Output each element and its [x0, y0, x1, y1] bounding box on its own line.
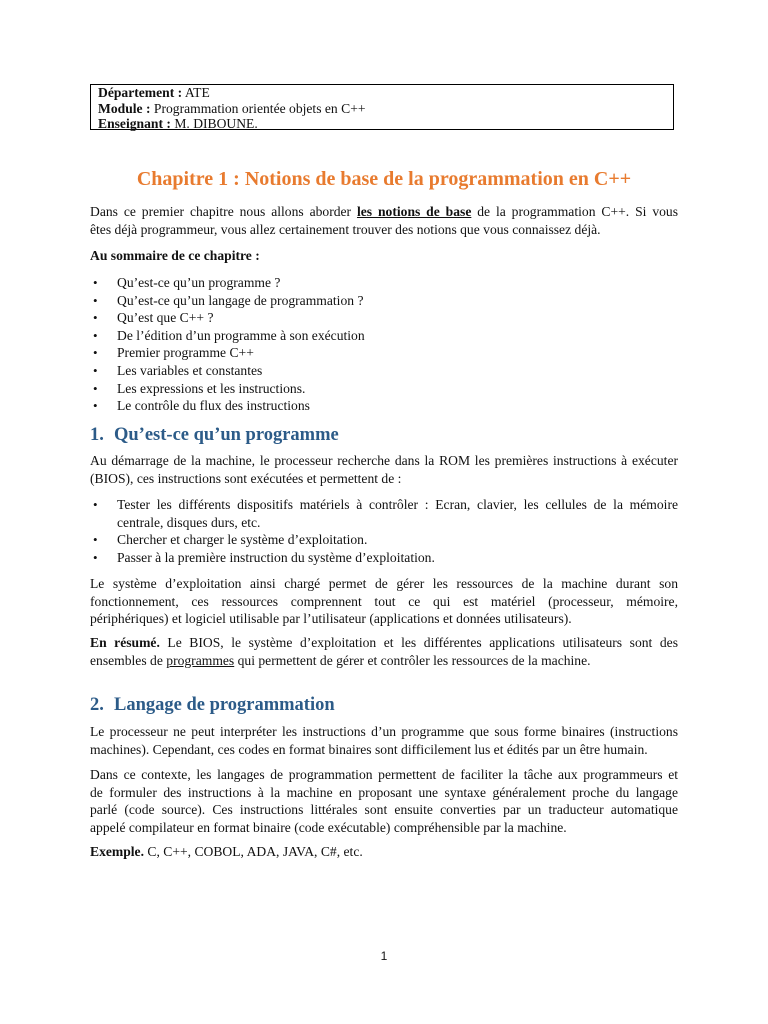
list-item: • Qu’est que C++ ?: [90, 309, 678, 327]
page-number: 1: [380, 949, 388, 963]
summary-label: Au sommaire de ce chapitre :: [90, 248, 260, 263]
list-item: [90, 496, 678, 531]
section-2-number: 2.: [90, 695, 104, 715]
s2p2-line-2: de formuler des instructions à la machine en proposant une syntaxe généralement proche du langage: [90, 784, 678, 800]
section-1-paragraph-2: [90, 575, 678, 628]
summary-line-2: [90, 652, 678, 670]
example-text: C, C++, COBOL, ADA, JAVA, C#, etc.: [144, 844, 363, 859]
section-2-heading: [90, 694, 335, 716]
list-item: • Premier programme C++: [90, 344, 678, 362]
intro-emphasis: les notions de base: [356, 204, 472, 219]
intro-line-1: [90, 203, 678, 221]
summary-emphasis: programmes: [166, 652, 235, 668]
s1p2-line-3: périphériques) et logiciel utilisable par l’utilisateur (applications et données utilisateurs).: [90, 611, 572, 627]
section-2-paragraph-2: [90, 766, 678, 836]
department-row: [98, 85, 673, 101]
s1p2-line-1: Le système d’exploitation ainsi chargé permet de gérer les ressources de la machine durant son: [90, 576, 678, 591]
s1p1-line-2: (BIOS), ces instructions sont exécutées et permettent de :: [90, 470, 402, 486]
section-2-title: Langage de programmation: [114, 695, 335, 715]
summary-text-start: ensembles de: [90, 652, 167, 668]
intro-text-start: Dans ce premier chapitre nous allons aborder: [90, 204, 357, 219]
list-item: • Qu’est-ce qu’un programme ?: [90, 274, 678, 292]
s2p1-line-2: machines). Cependant, ces codes en format binaires sont difficilement lus et édités par un être humain.: [90, 741, 648, 757]
section-1-bullets: [90, 496, 678, 566]
section-1-bullets-container: [90, 496, 678, 566]
list-item: • Les variables et constantes: [90, 362, 678, 380]
list-item: • Les expressions et les instructions.: [90, 380, 678, 398]
section-2-paragraph-1: [90, 723, 678, 758]
example-label: Exemple.: [90, 844, 144, 859]
intro-paragraph: [90, 203, 678, 238]
teacher-label: Enseignant :: [98, 116, 171, 131]
intro-line-2: êtes déjà programmeur, vous allez certainement trouver des notions que vous connaissez déjà.: [90, 221, 601, 237]
section-1-number: 1.: [90, 425, 104, 445]
section-1-summary: [90, 634, 678, 669]
module-value: Programmation orientée objets en C++: [153, 100, 366, 116]
teacher-value: M. DIBOUNE.: [174, 116, 258, 131]
section-2-example: [90, 843, 678, 861]
s2p1-line-1: Le processeur ne peut interpréter les instructions d’un programme que sous forme binaires (instructions: [90, 724, 678, 739]
summary-line-1: [90, 634, 678, 652]
summary-list: [90, 274, 678, 415]
teacher-row: [98, 116, 673, 132]
module-label: Module :: [98, 100, 151, 116]
department-label: Département :: [98, 85, 183, 100]
summary-text-end: qui permettent de gérer et contrôler les ressources de la machine.: [234, 652, 591, 668]
list-item: • De l’édition d’un programme à son exécution: [90, 327, 678, 345]
summary-text: Le BIOS, le système d’exploitation et les différentes applications utilisateurs sont des: [159, 635, 678, 650]
s2p2-line-3: parlé (code source). Ces instructions littérales sont ensuite converties par un traducteur automatique: [90, 802, 678, 818]
bullet-1-line-2: centrale, disques durs, etc.: [117, 514, 261, 530]
section-1-heading: [90, 424, 339, 446]
s2p2-line-1: Dans ce contexte, les langages de programmation permettent de faciliter la tâche aux programmeurs et: [90, 767, 678, 782]
section-1-paragraph-1: [90, 452, 678, 487]
chapter-title: Chapitre 1 : Notions de base de la programmation en C++: [136, 168, 632, 190]
list-item: • Qu’est-ce qu’un langage de programmation ?: [90, 292, 678, 310]
module-row: [98, 101, 673, 117]
list-item: • Le contrôle du flux des instructions: [90, 397, 678, 415]
department-value: ATE: [184, 85, 210, 100]
intro-text-end: de la programmation C++. Si vous: [471, 204, 678, 219]
s2p2-line-4: appelé compilateur en format binaire (code exécutable) compréhensible par la machine.: [90, 819, 567, 835]
summary-list-container: [90, 274, 678, 415]
list-item: • Passer à la première instruction du système d’exploitation.: [90, 549, 678, 567]
s1p2-line-2: fonctionnement, ces ressources comprennent tout ce qui est matériel (processeur, mémoire,: [90, 593, 678, 609]
bullet-1-line-1: • Tester les différents dispositifs matériels à contrôler : Ecran, clavier, les cellules de la mémoire: [117, 497, 678, 512]
summary-keyword: En résumé.: [90, 635, 160, 650]
s1p1-line-1: Au démarrage de la machine, le processeur recherche dans la ROM les premières instructions à exécuter: [90, 453, 678, 468]
list-item: • Chercher et charger le système d’exploitation.: [90, 531, 678, 549]
course-info-box: [90, 84, 674, 130]
section-1-title: Qu’est-ce qu’un programme: [114, 425, 339, 445]
